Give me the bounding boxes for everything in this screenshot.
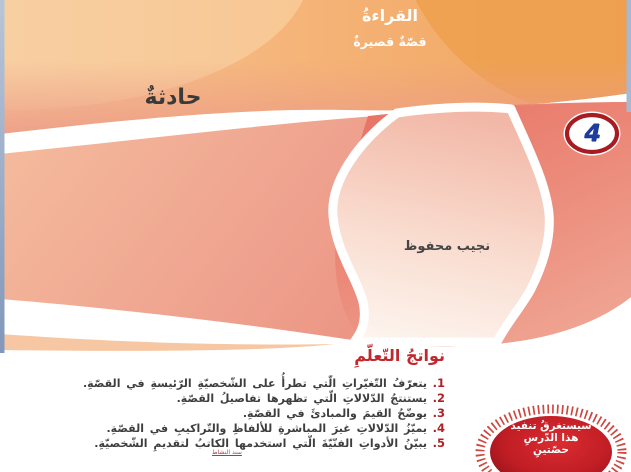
outcome-text-3: يوضّحُ القيمَ والمبادئَ في القصّةِ.	[242, 407, 427, 420]
story-title: حادثةٌ	[144, 85, 202, 110]
outcome-number-3: 3.	[432, 406, 445, 420]
unit-number: 4	[584, 119, 601, 147]
duration-line-2: هذا الدّرسِ	[523, 432, 579, 444]
outcome-number-4: 4.	[432, 421, 445, 435]
author-name: نجيب محفوظ	[403, 239, 491, 254]
duration-line-3: حصّتينِ	[533, 444, 569, 456]
outcome-number-1: 1.	[432, 376, 445, 390]
learning-outcomes-section	[0, 345, 445, 451]
outcome-item-3	[0, 406, 445, 421]
outcome-text-2: يستنتجُ الدّلالاتِ الّتي تظهرها تفاصيلُ القصّةِ.	[176, 392, 427, 405]
outcome-item-1	[0, 376, 445, 391]
inner-ribbon	[333, 107, 550, 342]
outcome-text-5: يبيّنُ الأدواتِ الفنّيّةَ الّتي استخدمها الكاتبُ لتقديمِ الشّخصيّةِ.	[94, 437, 427, 450]
outcome-text-1: يتعرّفُ التّغيّراتِ الّتي تطرأُ على الشّخصيّةِ الرّئيسةِ في القصّةِ.	[82, 377, 427, 390]
lesson-genre: قصّةٌ قصيرةٌ	[353, 34, 427, 49]
outcomes-heading: نواتجُ التّعلّمِ	[354, 346, 445, 365]
right-edge-strip	[627, 0, 631, 112]
outcome-item-4	[0, 421, 445, 436]
duration-line-1: سيستغرقُ تنفيذُ	[510, 420, 592, 432]
lesson-type-title: القراءةُ	[361, 6, 419, 25]
outcome-number-2: 2.	[432, 391, 445, 405]
activity-support-link[interactable]: سند النشاط	[212, 449, 242, 456]
outcome-number-5: 5.	[432, 436, 445, 450]
outcome-item-2	[0, 391, 445, 406]
left-edge-strip	[0, 0, 5, 353]
duration-badge-text	[489, 420, 613, 456]
masthead	[323, 6, 457, 49]
outcome-text-4: يميّزُ الدّلالاتِ غيرَ المباشرةِ للألفاظِ والتّراكيبِ في القصّةِ.	[106, 422, 427, 435]
